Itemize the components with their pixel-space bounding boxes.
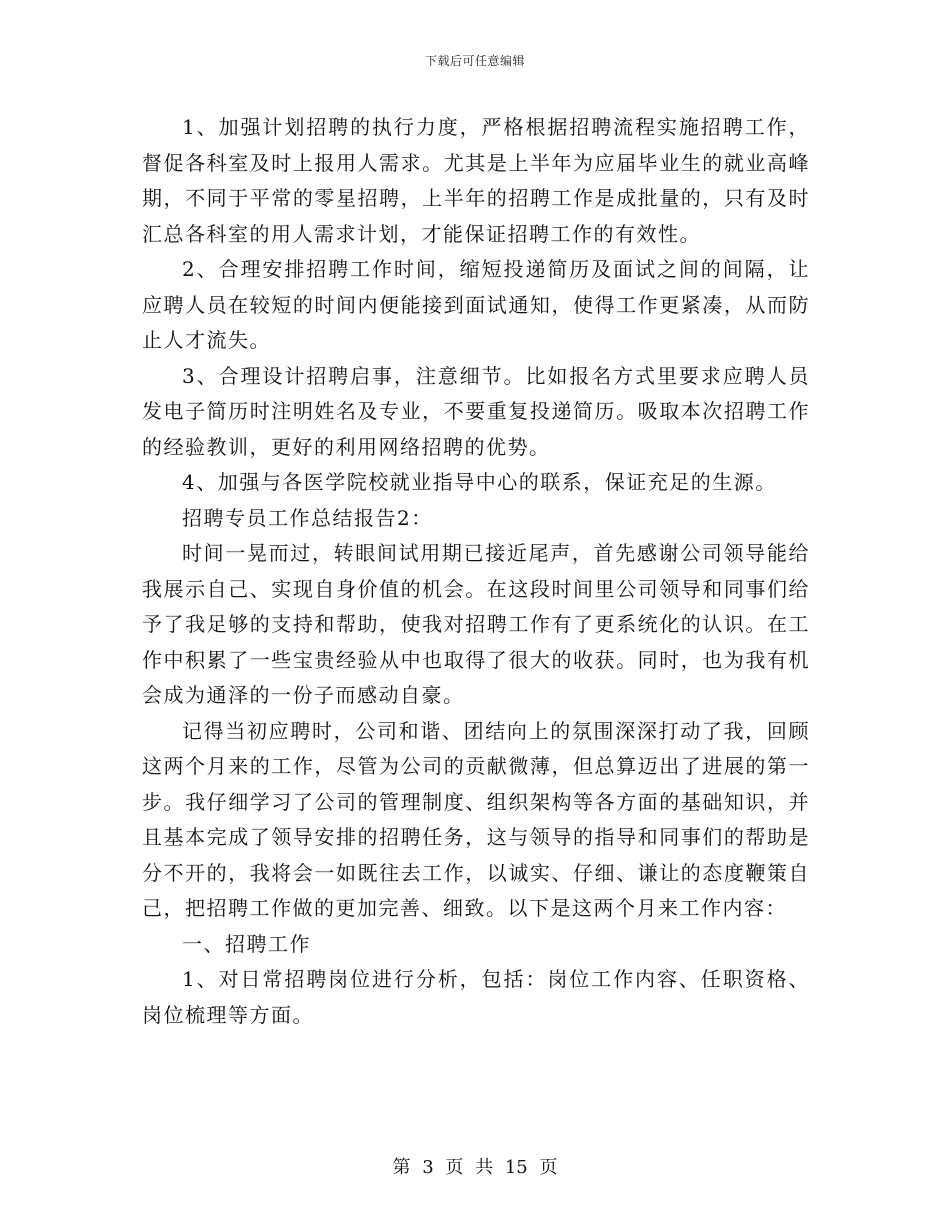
page-header: 下载后可任意编辑 [424, 54, 525, 68]
section-heading-report-2: 招聘专员工作总结报告2： [182, 505, 433, 530]
page-number: 第 3 页 共 15 页 [392, 1157, 558, 1178]
paragraph-2: 2、合理安排招聘工作时间，缩短投递简历及面试之间的间隔，让应聘人员在较短的时间内便能接到面试通知，使得工作更紧凑，从而防止人才流失。 [142, 257, 810, 352]
paragraph-5: 时间一晃而过，转眼间试用期已接近尾声，首先感谢公司领导能给我展示自己、实现自身价值的机会。在这段时间里公司领导和同事们给予了我足够的支持和帮助，使我对招聘工作有了更系统化的认识。在工作中积累了一些宝贵经验从中也取得了很大的收获。同时，也为我有机会成为通泽的一份子而感动自豪。 [142, 541, 810, 707]
paragraph-3: 3、合理设计招聘启事，注意细节。比如报名方式里要求应聘人员发电子简历时注明姓名及专业，不要重复投递简历。吸取本次招聘工作的经验教训，更好的利用网络招聘的优势。 [142, 363, 810, 459]
section-heading-recruitment: 一、招聘工作 [182, 931, 311, 956]
paragraph-4: 4、加强与各医学院校就业指导中心的联系，保证充足的生源。 [182, 470, 777, 494]
paragraph-6: 记得当初应聘时，公司和谐、团结向上的氛围深深打动了我，回顾这两个月来的工作，尽管为公司的贡献微薄，但总算迈出了进展的第一步。我仔细学习了公司的管理制度、组织架构等各方面的基础知识，并且基本完成了领导安排的招聘任务，这与领导的指导和同事们的帮助是分不开的，我将会一如既往去工作，以诚实、仔细、谦让的态度鞭策自己，把招聘工作做的更加完善、细致。以下是这两个月来工作内容： [142, 718, 810, 920]
paragraph-1: 1、加强计划招聘的执行力度，严格根据招聘流程实施招聘工作，督促各科室及时上报用人需求。尤其是上半年为应届毕业生的就业高峰期，不同于平常的零星招聘，上半年的招聘工作是成批量的，只有及时汇总各科室的用人需求计划，才能保证招聘工作的有效性。 [142, 115, 810, 246]
paragraph-7: 1、对日常招聘岗位进行分析，包括：岗位工作内容、任职资格、岗位梳理等方面。 [142, 967, 810, 1027]
document-body [142, 110, 810, 1033]
